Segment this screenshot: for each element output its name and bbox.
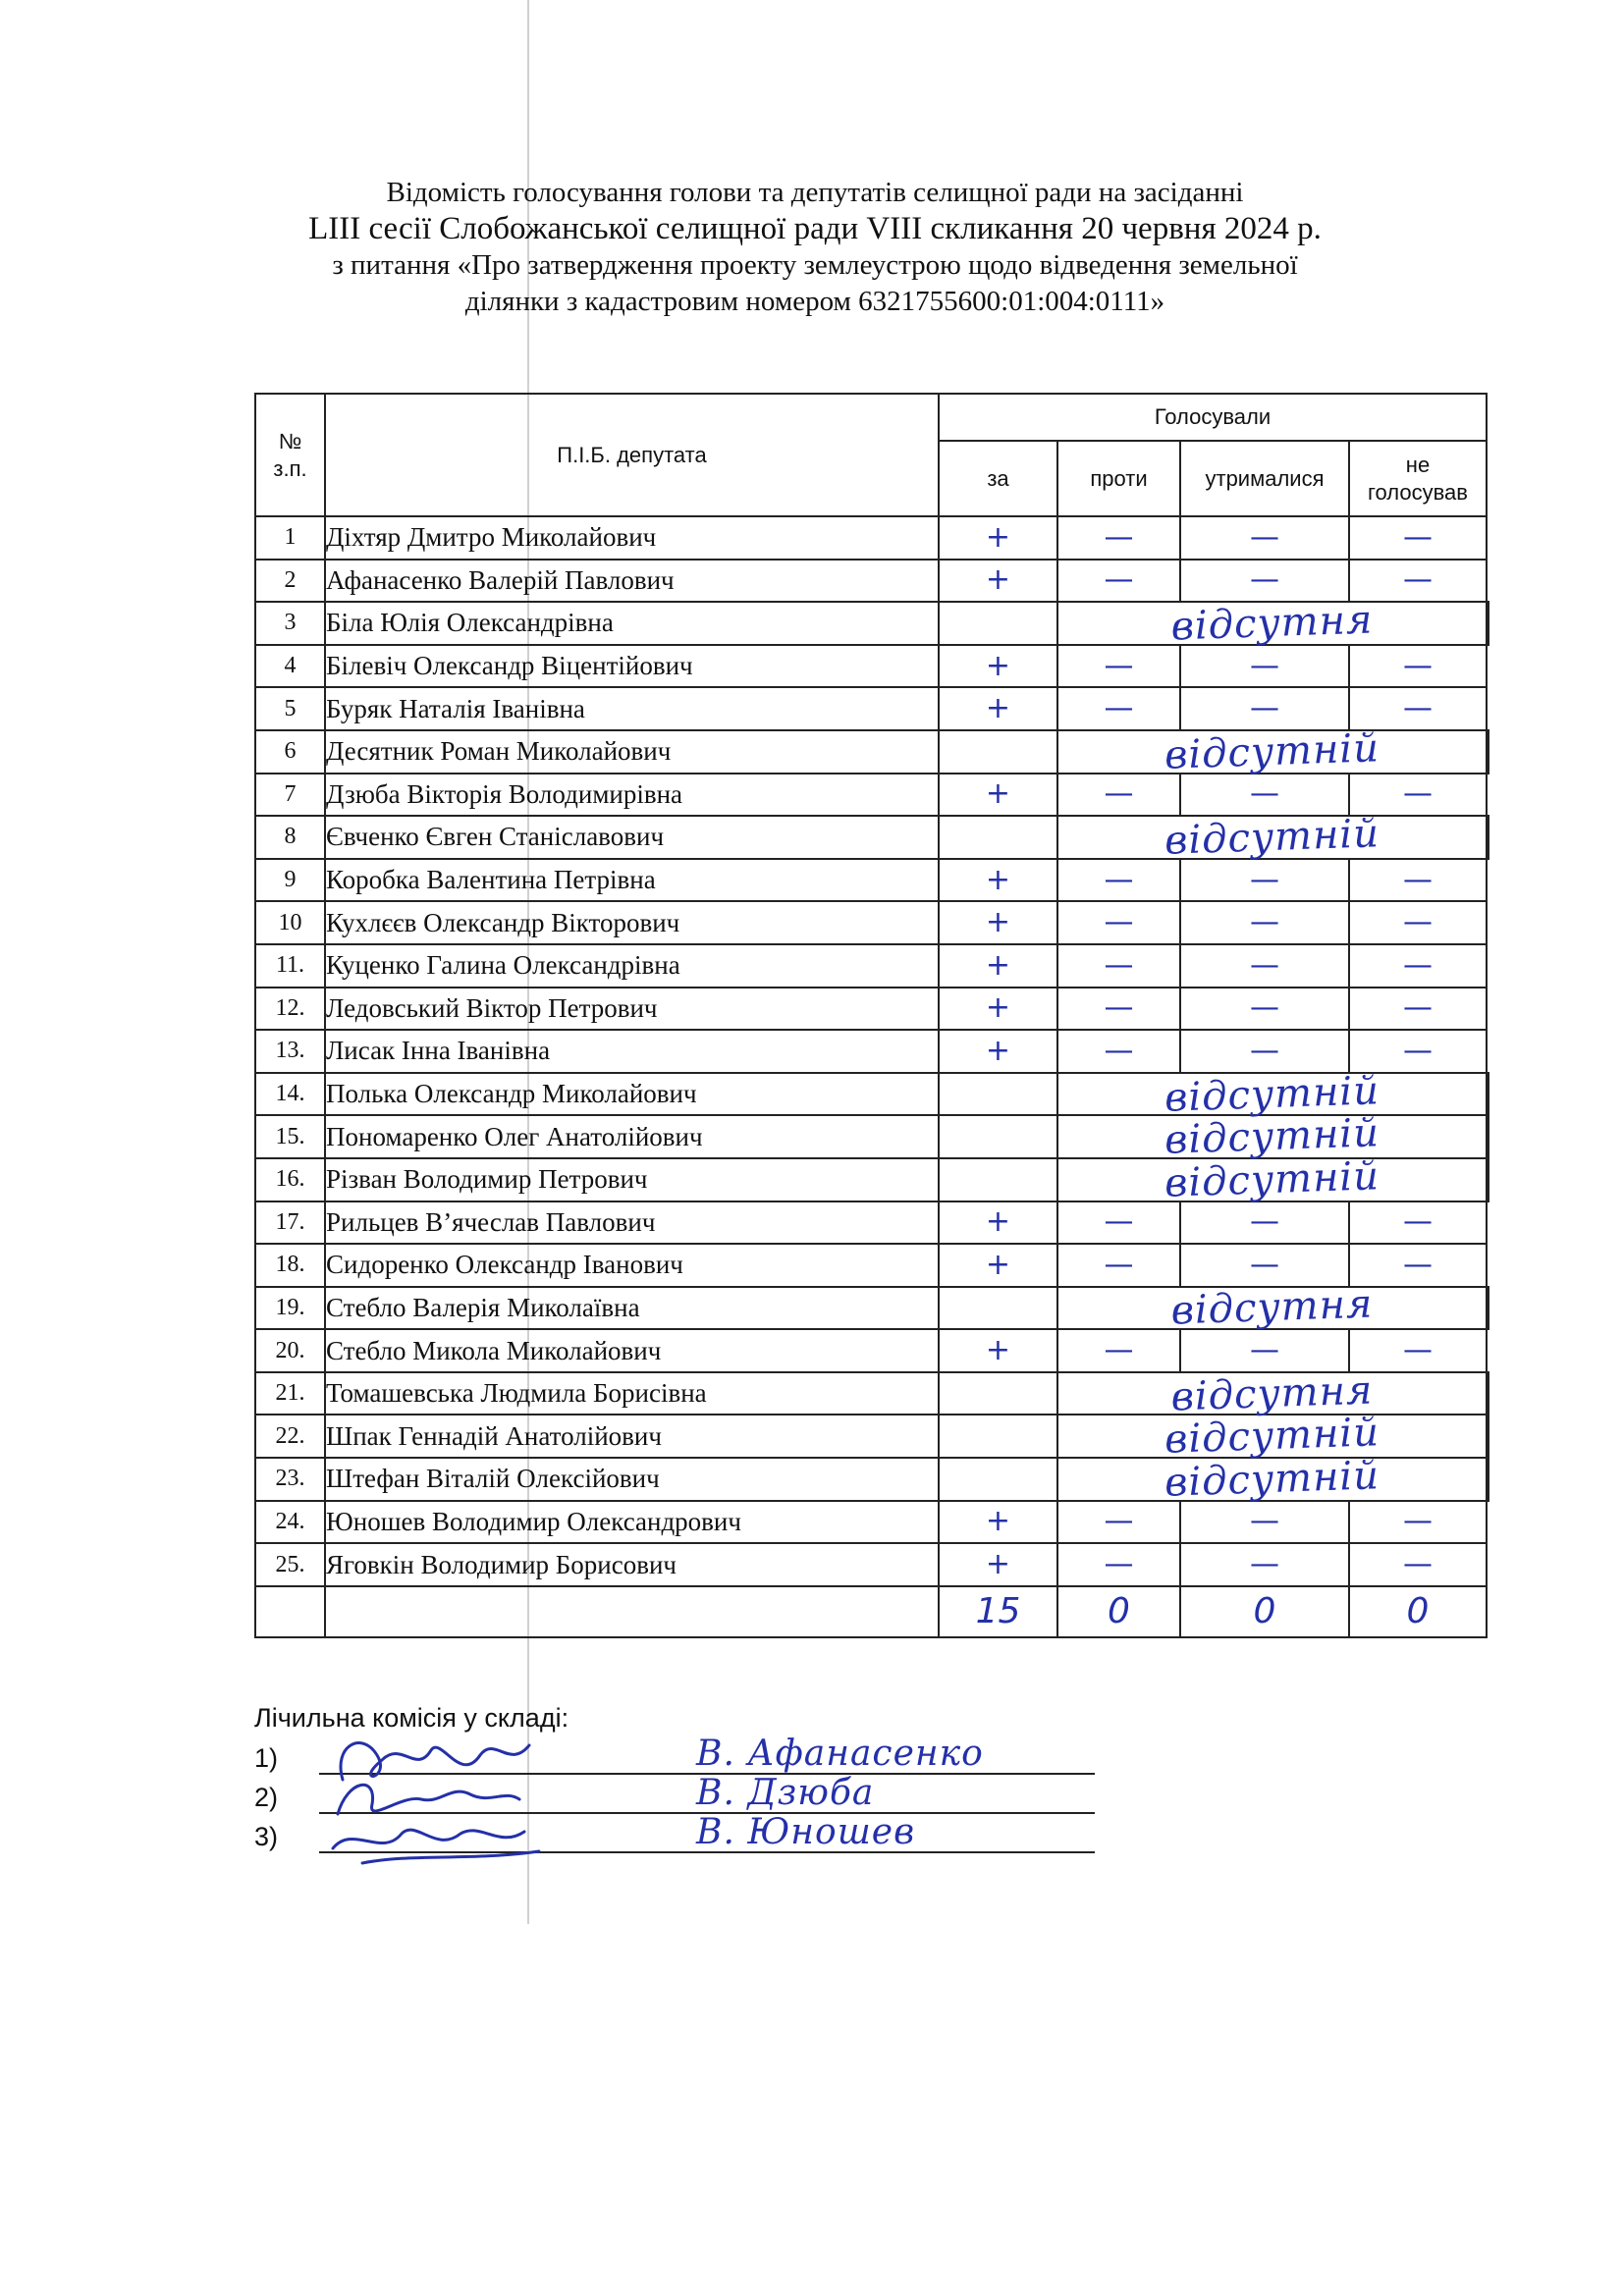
vote-against: — <box>1057 1030 1180 1073</box>
vote-not-voted-cell <box>1487 1415 1489 1458</box>
absent-cell <box>1057 597 1487 650</box>
row-number: 9 <box>255 859 325 902</box>
deputy-name: Кухлєєв Олександр Вікторович <box>325 901 939 944</box>
vote-against: — <box>1057 1244 1180 1287</box>
table-row <box>255 1201 1489 1245</box>
vote-not-voted-cell <box>1487 816 1489 859</box>
vote-abstained: — <box>1180 988 1349 1031</box>
deputy-name: Лисак Інна Іванівна <box>325 1030 939 1073</box>
table-row <box>255 859 1489 902</box>
row-number: 25. <box>255 1543 325 1586</box>
absent-mark: відсутній <box>1164 1152 1380 1206</box>
table-row <box>255 1287 1489 1330</box>
vote-for: + <box>939 1329 1057 1372</box>
table-row <box>255 645 1489 688</box>
vote-not-voted-cell <box>1487 1458 1489 1501</box>
row-number: 12. <box>255 988 325 1031</box>
row-number: 10 <box>255 901 325 944</box>
vote-not-voted: — <box>1349 645 1487 688</box>
vote-against: — <box>1057 645 1180 688</box>
vote-for: + <box>939 1501 1057 1544</box>
vote-for: + <box>939 516 1057 560</box>
vote-abstained: — <box>1180 560 1349 603</box>
vote-not-voted: — <box>1349 944 1487 988</box>
vote-for-cell <box>939 730 1057 774</box>
col-header-number: № з.п. <box>255 394 325 516</box>
absent-cell <box>1057 1110 1487 1163</box>
vote-abstained: — <box>1180 1501 1349 1544</box>
absent-mark: відсутній <box>1164 1410 1380 1464</box>
vote-not-voted: — <box>1349 516 1487 560</box>
deputy-name: Сидоренко Олександр Іванович <box>325 1244 939 1287</box>
vote-not-voted: — <box>1349 560 1487 603</box>
absent-cell <box>1057 1453 1487 1506</box>
vote-for: + <box>939 944 1057 988</box>
vote-against: — <box>1057 859 1180 902</box>
absent-mark: відсутня <box>1169 1281 1375 1335</box>
deputy-name: Штефан Віталій Олексійович <box>325 1458 939 1501</box>
table-row <box>255 816 1489 859</box>
vote-against: — <box>1057 901 1180 944</box>
vote-for: + <box>939 1201 1057 1245</box>
vote-not-voted: — <box>1349 774 1487 817</box>
vote-not-voted: — <box>1349 1030 1487 1073</box>
vote-against: — <box>1057 1201 1180 1245</box>
table-row <box>255 774 1489 817</box>
row-number: 19. <box>255 1287 325 1330</box>
vote-for-cell <box>939 1415 1057 1458</box>
vote-against: — <box>1057 516 1180 560</box>
total-against: 0 <box>1057 1586 1180 1637</box>
totals-row <box>255 1586 1489 1637</box>
row-number: 15. <box>255 1115 325 1158</box>
vote-against: — <box>1057 687 1180 730</box>
table-row <box>255 602 1489 645</box>
absent-cell <box>1057 1067 1487 1121</box>
vote-for: + <box>939 1543 1057 1586</box>
header-line-2: LIII сесії Слобожанської селищної ради VIII скликання 20 червня 2024 р. <box>308 211 1322 246</box>
vote-not-voted: — <box>1349 1501 1487 1544</box>
vote-against: — <box>1057 1329 1180 1372</box>
table-row <box>255 1158 1489 1201</box>
row-number: 24. <box>255 1501 325 1544</box>
vote-for-cell <box>939 1158 1057 1201</box>
vote-not-voted: — <box>1349 901 1487 944</box>
row-number: 5 <box>255 687 325 730</box>
vote-abstained: — <box>1180 1329 1349 1372</box>
counting-commission <box>254 1703 1099 1857</box>
row-number: 21. <box>255 1372 325 1415</box>
absent-cell <box>1057 724 1487 778</box>
row-number: 16. <box>255 1158 325 1201</box>
vote-for-cell <box>939 1073 1057 1116</box>
table-row <box>255 1415 1489 1458</box>
table-row <box>255 1115 1489 1158</box>
vote-not-voted: — <box>1349 1329 1487 1372</box>
table-row <box>255 687 1489 730</box>
header-line-1: Відомість голосування голови та депутатів селищної ради на засіданні <box>386 177 1244 208</box>
vote-abstained: — <box>1180 1244 1349 1287</box>
table-row <box>255 901 1489 944</box>
deputy-name: Дзюба Вікторія Володимирівна <box>325 774 939 817</box>
table-row <box>255 560 1489 603</box>
total-for: 15 <box>939 1586 1057 1637</box>
absent-mark: відсутня <box>1169 597 1375 650</box>
vote-for-cell <box>939 1372 1057 1415</box>
absent-mark: відсутній <box>1164 724 1380 778</box>
deputy-name: Пономаренко Олег Анатолійович <box>325 1115 939 1158</box>
vote-not-voted-cell <box>1487 730 1489 774</box>
vote-against: — <box>1057 1543 1180 1586</box>
table-row <box>255 1543 1489 1586</box>
document-header <box>236 175 1394 320</box>
table-row <box>255 1329 1489 1372</box>
table-row <box>255 944 1489 988</box>
commission-title: Лічильна комісія у складі: <box>254 1703 569 1733</box>
commission-members <box>254 1734 1099 1857</box>
row-number: 23. <box>255 1458 325 1501</box>
vote-abstained: — <box>1180 859 1349 902</box>
vote-for: + <box>939 901 1057 944</box>
deputy-name: Стебло Валерія Миколаївна <box>325 1287 939 1330</box>
deputy-name: Діхтяр Дмитро Миколайович <box>325 516 939 560</box>
vote-not-voted-cell <box>1487 1115 1489 1158</box>
member-name: В. Афанасенко <box>696 1734 984 1774</box>
vote-for: + <box>939 687 1057 730</box>
row-number: 2 <box>255 560 325 603</box>
vote-for: + <box>939 859 1057 902</box>
col-header-voted: Голосували <box>939 394 1487 441</box>
table-row <box>255 730 1489 774</box>
vote-for: + <box>939 560 1057 603</box>
absent-cell <box>1057 1410 1487 1464</box>
deputy-name: Коробка Валентина Петрівна <box>325 859 939 902</box>
absent-cell <box>1057 1152 1487 1206</box>
vote-not-voted: — <box>1349 859 1487 902</box>
table-row <box>255 1372 1489 1415</box>
row-number: 4 <box>255 645 325 688</box>
deputy-name: Різван Володимир Петрович <box>325 1158 939 1201</box>
vote-not-voted-cell <box>1487 602 1489 645</box>
row-number: 20. <box>255 1329 325 1372</box>
table-row <box>255 1244 1489 1287</box>
member-index: 3) <box>254 1822 279 1851</box>
vote-for: + <box>939 988 1057 1031</box>
voting-table-body <box>255 516 1489 1586</box>
totals-number-cell <box>255 1586 325 1637</box>
vote-for: + <box>939 1244 1057 1287</box>
vote-not-voted: — <box>1349 687 1487 730</box>
vote-abstained: — <box>1180 774 1349 817</box>
deputy-name: Рильцев В’ячеслав Павлович <box>325 1201 939 1245</box>
member-name: В. Юношев <box>696 1812 916 1852</box>
absent-mark: відсутній <box>1164 1067 1380 1121</box>
deputy-name: Томашевська Людмила Борисівна <box>325 1372 939 1415</box>
vote-abstained: — <box>1180 687 1349 730</box>
member-name: В. Дзюба <box>696 1773 875 1813</box>
col-header-for: за <box>939 441 1057 516</box>
vote-against: — <box>1057 988 1180 1031</box>
total-not-voted: 0 <box>1349 1586 1487 1637</box>
voting-table <box>254 393 1489 1638</box>
vote-not-voted: — <box>1349 988 1487 1031</box>
absent-mark: відсутній <box>1164 811 1380 864</box>
table-row <box>255 1458 1489 1501</box>
handwritten-signature <box>323 1804 559 1873</box>
vote-for-cell <box>939 1115 1057 1158</box>
vote-not-voted: — <box>1349 1543 1487 1586</box>
row-number: 8 <box>255 816 325 859</box>
row-number: 22. <box>255 1415 325 1458</box>
deputy-name: Куценко Галина Олександрівна <box>325 944 939 988</box>
deputy-name: Євченко Євген Станіславович <box>325 816 939 859</box>
row-number: 13. <box>255 1030 325 1073</box>
vote-abstained: — <box>1180 1030 1349 1073</box>
vote-abstained: — <box>1180 1201 1349 1245</box>
col-header-not-voted: не голосував <box>1349 441 1487 516</box>
vote-for-cell <box>939 602 1057 645</box>
deputy-name: Десятник Роман Миколайович <box>325 730 939 774</box>
total-abstained: 0 <box>1180 1586 1349 1637</box>
col-header-against: проти <box>1057 441 1180 516</box>
vote-against: — <box>1057 774 1180 817</box>
absent-cell <box>1057 811 1487 864</box>
deputy-name: Полька Олександр Миколайович <box>325 1073 939 1116</box>
vote-for-cell <box>939 1287 1057 1330</box>
table-row <box>255 516 1489 560</box>
vote-not-voted: — <box>1349 1201 1487 1245</box>
absent-mark: відсутня <box>1169 1367 1375 1420</box>
deputy-name: Яговкін Володимир Борисович <box>325 1543 939 1586</box>
vote-not-voted-cell <box>1487 1287 1489 1330</box>
vote-against: — <box>1057 560 1180 603</box>
row-number: 6 <box>255 730 325 774</box>
deputy-name: Шпак Геннадій Анатолійович <box>325 1415 939 1458</box>
deputy-name: Біла Юлія Олександрівна <box>325 602 939 645</box>
row-number: 11. <box>255 944 325 988</box>
member-index: 2) <box>254 1783 279 1812</box>
vote-not-voted-cell <box>1487 1372 1489 1415</box>
row-number: 17. <box>255 1201 325 1245</box>
header-line-4: ділянки з кадастровим номером 6321755600:01:004:0111» <box>464 286 1165 317</box>
row-number: 1 <box>255 516 325 560</box>
absent-cell <box>1057 1281 1487 1335</box>
absent-mark: відсутній <box>1164 1110 1380 1163</box>
vote-for: + <box>939 1030 1057 1073</box>
col-header-name: П.І.Б. депутата <box>325 394 939 516</box>
table-row <box>255 1030 1489 1073</box>
vote-for-cell <box>939 1458 1057 1501</box>
vote-for: + <box>939 774 1057 817</box>
row-number: 3 <box>255 602 325 645</box>
vote-not-voted: — <box>1349 1244 1487 1287</box>
commission-member <box>254 1812 1099 1857</box>
table-row <box>255 988 1489 1031</box>
row-number: 18. <box>255 1244 325 1287</box>
table-row <box>255 1073 1489 1116</box>
vote-abstained: — <box>1180 645 1349 688</box>
absent-cell <box>1057 1367 1487 1420</box>
vote-against: — <box>1057 944 1180 988</box>
vote-not-voted-cell <box>1487 1073 1489 1116</box>
vote-for: + <box>939 645 1057 688</box>
vote-for-cell <box>939 816 1057 859</box>
deputy-name: Ледовський Віктор Петрович <box>325 988 939 1031</box>
totals-name-cell <box>325 1586 939 1637</box>
deputy-name: Стебло Микола Миколайович <box>325 1329 939 1372</box>
vote-not-voted-cell <box>1487 1158 1489 1201</box>
vote-abstained: — <box>1180 901 1349 944</box>
vote-abstained: — <box>1180 1543 1349 1586</box>
absent-mark: відсутній <box>1164 1453 1380 1506</box>
deputy-name: Білевіч Олександр Віцентійович <box>325 645 939 688</box>
vote-abstained: — <box>1180 516 1349 560</box>
header-line-3: з питання «Про затвердження проекту землеустрою щодо відведення земельної <box>332 249 1298 281</box>
table-row <box>255 1501 1489 1544</box>
vote-abstained: — <box>1180 944 1349 988</box>
row-number: 7 <box>255 774 325 817</box>
vote-against: — <box>1057 1501 1180 1544</box>
deputy-name: Юношев Володимир Олександрович <box>325 1501 939 1544</box>
col-header-abstained: утрималися <box>1180 441 1349 516</box>
deputy-name: Афанасенко Валерій Павлович <box>325 560 939 603</box>
deputy-name: Буряк Наталія Іванівна <box>325 687 939 730</box>
member-index: 1) <box>254 1743 279 1773</box>
row-number: 14. <box>255 1073 325 1116</box>
